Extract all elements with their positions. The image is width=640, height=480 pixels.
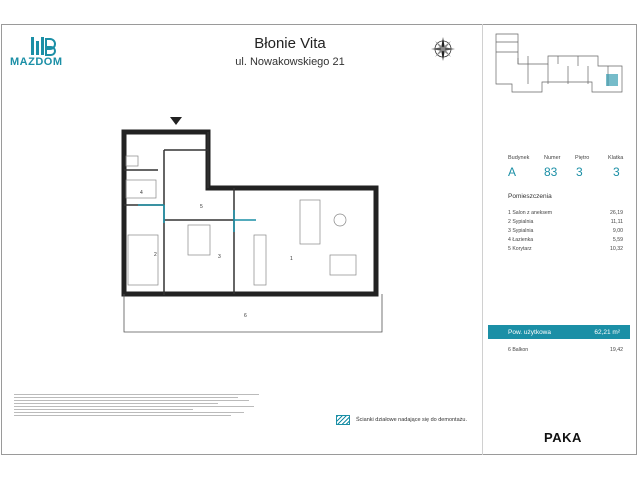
compass-rose-icon	[430, 36, 456, 62]
legend-text: Ścianki działowe nadające się do demontażu.	[356, 417, 467, 423]
plan-label-6: 6	[244, 313, 247, 319]
rooms-title: Pomieszczenia	[508, 193, 552, 200]
plan-label-1: 1	[290, 256, 293, 262]
floor-header: Piętro	[575, 155, 590, 161]
project-address: ul. Nowakowskiego 21	[235, 56, 345, 68]
staircase-header: Klatka	[608, 155, 624, 161]
balcony-row: 6 Balkon 19,42	[508, 347, 623, 353]
number-value: 83	[544, 165, 558, 179]
room-row: 3 Sypialnia 9,00	[508, 228, 623, 234]
plan-label-2: 2	[154, 252, 157, 258]
room-row: 4 Łazienka 5,59	[508, 237, 623, 243]
plan-label-5: 5	[200, 204, 203, 210]
key-plan	[488, 30, 630, 98]
building-header: Budynek	[508, 155, 530, 161]
plan-label-3: 3	[218, 254, 221, 260]
room-row: 5 Korytarz 10,32	[508, 246, 623, 252]
usable-area-value: 62,21 m²	[594, 328, 620, 336]
project-title: Błonie Vita	[254, 35, 326, 52]
staircase-value: 3	[613, 165, 620, 179]
legend-swatch	[336, 415, 350, 425]
partner-logo: PAKA	[544, 430, 582, 445]
footnotes	[14, 392, 269, 418]
number-header: Numer	[544, 155, 561, 161]
plan-label-4: 4	[140, 190, 143, 196]
developer-name: MAZDOM	[10, 56, 63, 68]
floor-plan	[110, 110, 400, 340]
panel-divider	[482, 24, 483, 455]
room-row: 2 Sypialnia 11,11	[508, 219, 623, 225]
floor-value: 3	[576, 165, 583, 179]
usable-area-label: Pow. użytkowa	[508, 328, 551, 336]
usable-area-bar	[488, 325, 630, 339]
building-value: A	[508, 165, 517, 179]
room-row: 1 Salon z aneksem 26,19	[508, 210, 623, 216]
